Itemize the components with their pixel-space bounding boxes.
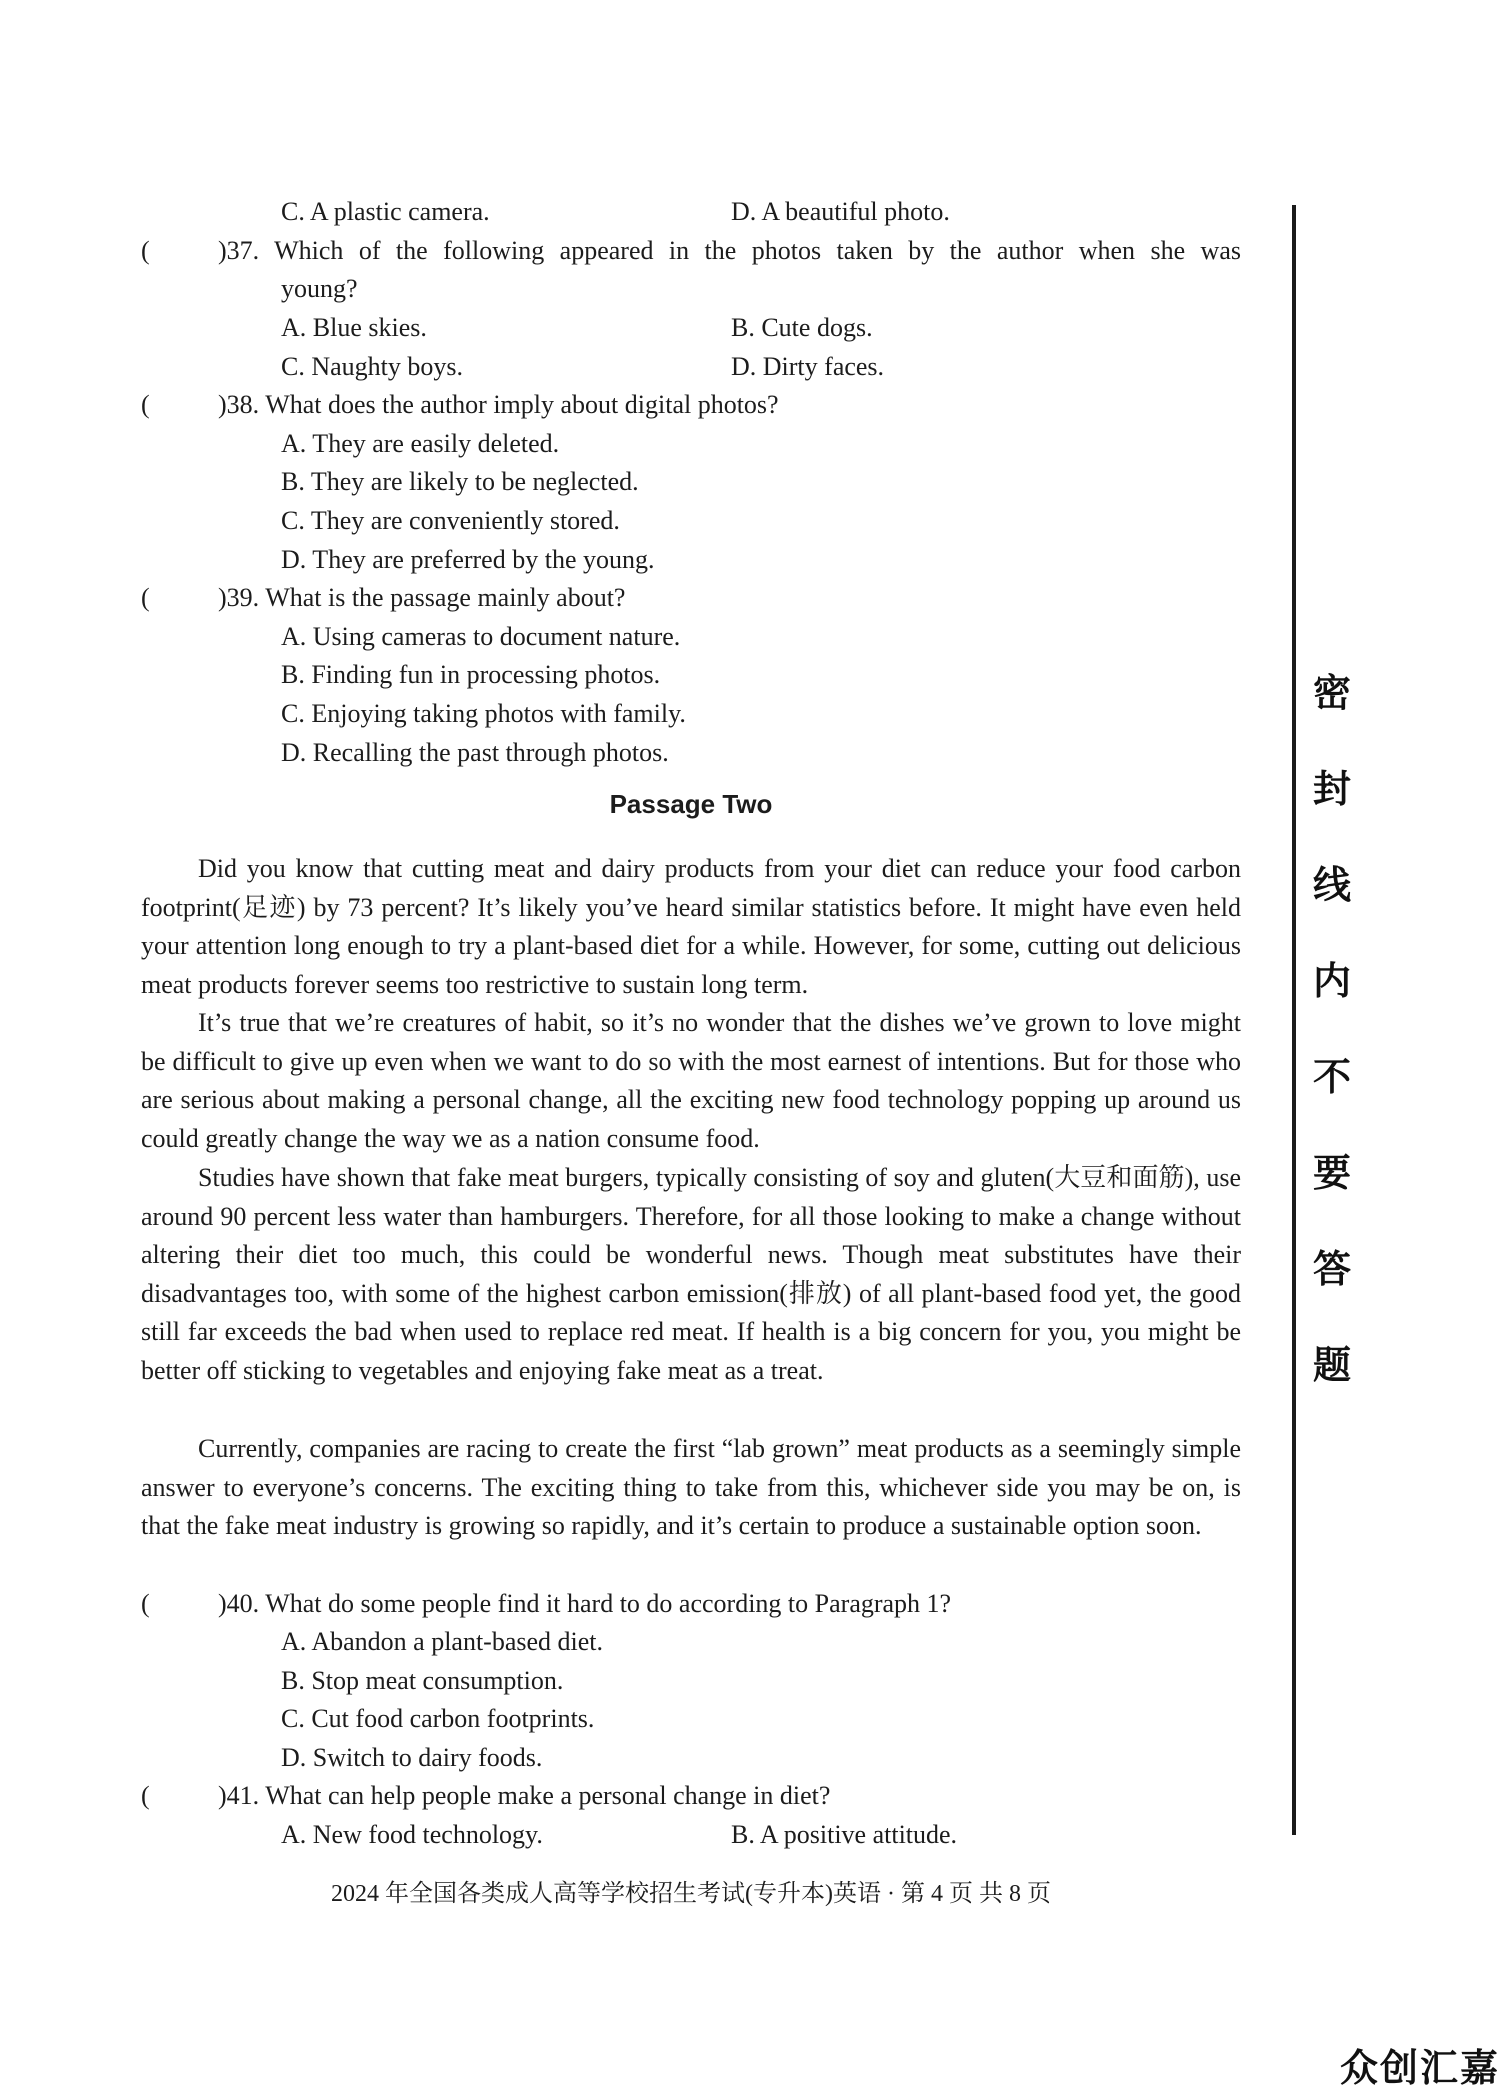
q38-option-b: B. They are likely to be neglected. xyxy=(281,467,639,496)
paragraph-3-text: Studies have shown that fake meat burgers, typically consisting of soy and gluten(大豆和面筋), use around 90 percent less water than hamburgers. Therefore, for all those looking to make a change without altering their diet too much, this could be wonderful news. Though meat substitutes have their disadvantages too, with some of the highest carbon emission(排放) of all plant-based food yet, the good still far exceeds the bad when used to replace red meat. If health is a big concern for you, you might be better off sticking to vegetables and enjoying fake meat as a treat. xyxy=(141,1163,1241,1385)
seal-char-3: 线 xyxy=(1312,863,1351,907)
seal-char-1: 密 xyxy=(1312,671,1351,715)
watermark-logo: 众创汇嘉 xyxy=(1339,2046,1500,2090)
q41-stem: )41. What can help people make a personal change in diet? xyxy=(218,1781,831,1810)
seal-char-4: 内 xyxy=(1312,959,1351,1003)
q40-stem: )40. What do some people find it hard to do according to Paragraph 1? xyxy=(218,1589,952,1618)
q39-option-a: A. Using cameras to document nature. xyxy=(281,622,681,651)
q37-answer-paren[interactable]: ( xyxy=(141,236,150,265)
paragraph-2 xyxy=(141,1004,1241,1158)
q39-answer-paren[interactable]: ( xyxy=(141,583,150,612)
q37-option-d: D. Dirty faces. xyxy=(731,352,885,381)
q40-option-a: A. Abandon a plant-based diet. xyxy=(281,1627,604,1656)
q38-option-d: D. They are preferred by the young. xyxy=(281,545,655,574)
q38-answer-paren[interactable]: ( xyxy=(141,390,150,419)
q40-option-b: B. Stop meat consumption. xyxy=(281,1666,564,1695)
q37-option-c: C. Naughty boys. xyxy=(281,352,463,381)
seal-line xyxy=(1292,205,1296,1835)
q39-option-d: D. Recalling the past through photos. xyxy=(281,738,669,767)
seal-char-5: 不 xyxy=(1312,1055,1351,1099)
paragraph-1 xyxy=(141,850,1241,1004)
q40-option-c: C. Cut food carbon footprints. xyxy=(281,1704,595,1733)
seal-char-2: 封 xyxy=(1312,767,1351,811)
q38-option-a: A. They are easily deleted. xyxy=(281,429,560,458)
paragraph-3 xyxy=(141,1159,1241,1391)
q37-option-a: A. Blue skies. xyxy=(281,313,427,342)
paragraph-1-text: Did you know that cutting meat and dairy products from your diet can reduce your food carbon footprint(足迹) by 73 percent? It’s likely you’ve heard similar statistics before. It might have even held your attention long enough to try a plant-based diet for a while. However, for some, cutting out delicious meat products forever seems too restrictive to sustain long term. xyxy=(141,854,1241,999)
q39-option-b: B. Finding fun in processing photos. xyxy=(281,660,661,689)
q37-stem-continued: young? xyxy=(281,274,358,303)
seal-char-8: 题 xyxy=(1312,1343,1351,1387)
q36-option-c: C. A plastic camera. xyxy=(281,197,490,226)
q39-stem: )39. What is the passage mainly about? xyxy=(218,583,626,612)
q37-stem: )37. Which of the following appeared in the photos taken by the author when she was xyxy=(218,236,1241,265)
q38-option-c: C. They are conveniently stored. xyxy=(281,506,620,535)
q41-answer-paren[interactable]: ( xyxy=(141,1781,150,1810)
q40-answer-paren[interactable]: ( xyxy=(141,1589,150,1618)
q41-option-b: B. A positive attitude. xyxy=(731,1820,958,1849)
q41-option-a: A. New food technology. xyxy=(281,1820,543,1849)
seal-char-7: 答 xyxy=(1312,1247,1351,1291)
q37-option-b: B. Cute dogs. xyxy=(731,313,873,342)
seal-char-6: 要 xyxy=(1312,1151,1351,1195)
passage-title: Passage Two xyxy=(609,789,773,819)
paragraph-2-text: It’s true that we’re creatures of habit, so it’s no wonder that the dishes we’ve grown to love might be difficult to give up even when we want to do so with the most earnest of intentions. But for those who are serious about making a personal change, all the exciting new food technology popping up around us could greatly change the way we as a nation consume food. xyxy=(141,1008,1241,1153)
q40-option-d: D. Switch to dairy foods. xyxy=(281,1743,543,1772)
q36-option-d: D. A beautiful photo. xyxy=(731,197,950,226)
paragraph-4-text: Currently, companies are racing to create the first “lab grown” meat products as a seemingly simple answer to everyone’s concerns. The exciting thing to take from this, whichever side you may be on, is that the fake meat industry is growing so rapidly, and it’s certain to produce a sustainable option soon. xyxy=(141,1434,1241,1541)
page-footer: 2024 年全国各类成人高等学校招生考试(专升本)英语 · 第 4 页 共 8 页 xyxy=(331,1881,1051,1907)
paragraph-4 xyxy=(141,1430,1241,1546)
q39-option-c: C. Enjoying taking photos with family. xyxy=(281,699,686,728)
q38-stem: )38. What does the author imply about digital photos? xyxy=(218,390,779,419)
